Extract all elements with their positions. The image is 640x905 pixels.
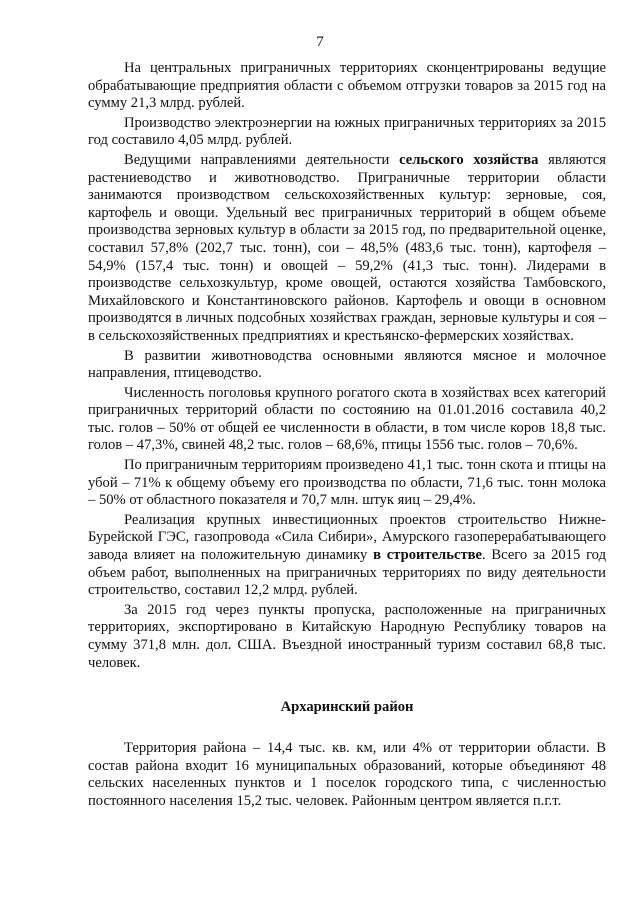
paragraph-agriculture [88,152,606,346]
agriculture-bold-term: сельского хозяйства [399,151,539,168]
paragraph-livestock: В развитии животноводства основными являются мясное и молочное направления, птицеводство. [88,347,606,382]
page-number: 7 [316,34,324,50]
paragraph-construction [88,512,606,600]
paragraph-district: Территория района – 14,4 тыс. кв. км, или 4% от территории области. В состав района входит 16 муниципальных образований, которые объединяют 48 сельских населенных пунктов и 1 поселок городского типа, с численностью постоянного населения 15,2 тыс. человек. Районным центром является п.г.т. [88,740,606,809]
paragraph-electricity: Производство электроэнергии на южных приграничных территориях за 2015 год составило 4,05 млрд. рублей. [88,114,606,149]
construction-text-end: . Всего за 2015 год объем работ, выполненных на приграничных территориях по виду деятельности строительство, составил 12,2 млрд. рублей. [88,547,606,599]
construction-bold-term: в строительстве [373,547,482,564]
paragraph-export: За 2015 год через пункты пропуска, расположенные на приграничных территориях, экспортировано в Китайскую Народную Республику товаров на сумму 371,8 млн. дол. США. Въездной иностранный туризм составил 68,8 тыс. человек. [88,601,606,671]
paragraph-cattle: Численность поголовья крупного рогатого скота в хозяйствах всех категорий приграничных территорий области по состоянию на 01.01.2016 составила 40,2 тыс. голов – 50% от общей ее численности в области, в том числе коров 18,8 тыс. голов – 47,3%, свиней 48,2 тыс. голов – 68,6%, птицы 1556 тыс. голов – 70,6%. [88,384,606,454]
document-body [88,60,606,811]
construction-text-start: Реализация крупных инвестиционных проектов строительство Нижне-Бурейской ГЭС, газопровода «Сила Сибири», Амурского газоперерабатывающего завода влияет на положительную динамику [88,511,606,564]
agriculture-text-end: являются растениеводство и животноводство. Приграничные территории области занимаются производством сельскохозяйственных культур: зерновые, соя, картофель и овощи. Удельный вес приграничных территорий в общем объеме производства зерновых культур в области за 2015 год, по предварительной оценке, составил 57,8% (202,7 тыс. тонн), сои – 48,5% (483,6 тыс. тонн), картофеля – 54,9% (157,4 тыс. тонн) и овощей – 59,2% (41,3 тыс. тонн). Лидерами в производстве сельхозкультур, кроме овощей, остаются хозяйства Тамбовского, Михайловского и Константиновского районов. Картофель и овощи в основном производятся в личных подсобных хозяйствах граждан, зерновые культуры и соя – в сельскохозяйственных предприятиях и крестьянско-фермерских хозяйствах. [88,151,606,344]
paragraph-production: По приграничным территориям произведено 41,1 тыс. тонн скота и птицы на убой – 71% к общему объему его производства по области, 71,6 тыс. тонн молока – 50% от областного показателя и 70,7 млн. штук яиц – 29,4%. [88,457,606,509]
section-heading: Архаринский район [280,699,414,716]
paragraph-industry: На центральных приграничных территориях сконцентрированы ведущие обрабатывающие предприятия области с объемом отгрузки товаров за 2015 год на сумму 21,3 млрд. рублей. [88,60,606,112]
agriculture-text-start: Ведущими направлениями деятельности [124,151,400,168]
